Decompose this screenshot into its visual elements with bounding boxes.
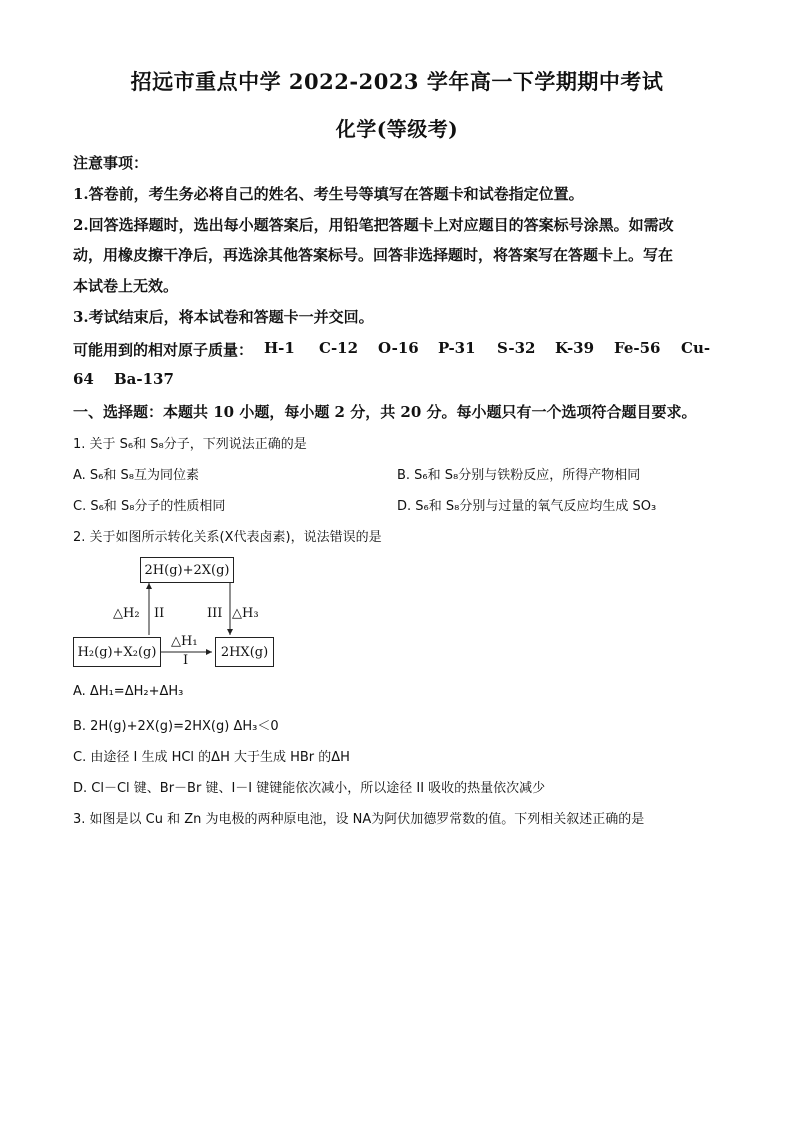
note-item-2-line-3: 本试卷上无效。	[73, 277, 179, 295]
top-state-box: 2H(g)+2X(g)	[140, 557, 234, 583]
question-2-option-a: A. ΔH₁=ΔH₂+ΔH₃	[73, 684, 184, 699]
question-1-option-a: A. S₆和 S₈互为同位素	[73, 468, 199, 483]
atomic-masses-label: 可能用到的相对原子质量：	[73, 341, 254, 359]
question-2-option-c: C. 由途径 I 生成 HCl 的ΔH 大于生成 HBr 的ΔH	[73, 750, 350, 765]
section-heading: 一、选择题：本题共 10 小题，每小题 2 分，共 20 分。每小题只有一个选项符合题目要求。	[73, 403, 697, 421]
label-route-i: I	[183, 653, 189, 668]
atomic-mass-item: P-31	[438, 339, 476, 357]
question-1-option-b: B. S₆和 S₈分别与铁粉反应，所得产物相同	[397, 468, 641, 483]
atomic-mass-item: S-32	[497, 339, 536, 357]
atomic-mass-item: Cu-	[681, 339, 711, 357]
label-route-iii: III	[207, 606, 223, 621]
note-item-2-line-1: 2.回答选择题时，选出每小题答案后，用铅笔把答题卡上对应题目的答案标号涂黑。如需改	[73, 216, 674, 234]
product-state-box: 2HX(g)	[215, 637, 274, 667]
atomic-mass-item: O-16	[378, 339, 419, 357]
label-delta-h3: △H₃	[232, 606, 259, 621]
question-1-option-c: C. S₆和 S₈分子的性质相同	[73, 499, 226, 514]
question-2-option-b: B. 2H(g)+2X(g)=2HX(g) ΔH₃＜0	[73, 719, 279, 734]
question-1-option-d: D. S₆和 S₈分别与过量的氧气反应均生成 SO₃	[397, 499, 657, 514]
exam-title: 招远市重点中学 2022-2023 学年高一下学期期中考试	[130, 69, 664, 94]
question-2-option-d: D. Cl－Cl 键、Br－Br 键、I－I 键键能依次减小，所以途径 II 吸收的热量依次减少	[73, 781, 546, 796]
notes-heading: 注意事项：	[73, 154, 149, 172]
label-delta-h1: △H₁	[171, 634, 198, 649]
label-delta-h2: △H₂	[113, 606, 140, 621]
label-route-ii: II	[154, 606, 165, 621]
note-item-1: 1.答卷前，考生务必将自己的姓名、考生号等填写在答题卡和试卷指定位置。	[73, 185, 584, 203]
question-1-stem: 1. 关于 S₆和 S₈分子，下列说法正确的是	[73, 437, 307, 452]
energy-cycle-diagram	[70, 553, 310, 673]
note-item-3: 3.考试结束后，将本试卷和答题卡一并交回。	[73, 308, 374, 326]
question-2-stem: 2. 关于如图所示转化关系(X代表卤素)，说法错误的是	[73, 530, 382, 545]
reactant-state-box: H₂(g)+X₂(g)	[73, 637, 161, 667]
note-item-2-line-2: 动，用橡皮擦干净后，再选涂其他答案标号。回答非选择题时，将答案写在答题卡上。写在	[73, 246, 674, 264]
atomic-mass-item: Ba-137	[114, 370, 174, 388]
exam-subtitle: 化学(等级考)	[335, 117, 459, 141]
atomic-mass-item: 64	[73, 370, 94, 388]
question-3-stem: 3. 如图是以 Cu 和 Zn 为电极的两种原电池，设 NA为阿伏加德罗常数的值。下列相关叙述正确的是	[73, 812, 645, 827]
atomic-mass-item: K-39	[555, 339, 595, 357]
atomic-mass-item: C-12	[319, 339, 359, 357]
atomic-mass-item: H-1	[264, 339, 295, 357]
atomic-mass-item: Fe-56	[614, 339, 661, 357]
